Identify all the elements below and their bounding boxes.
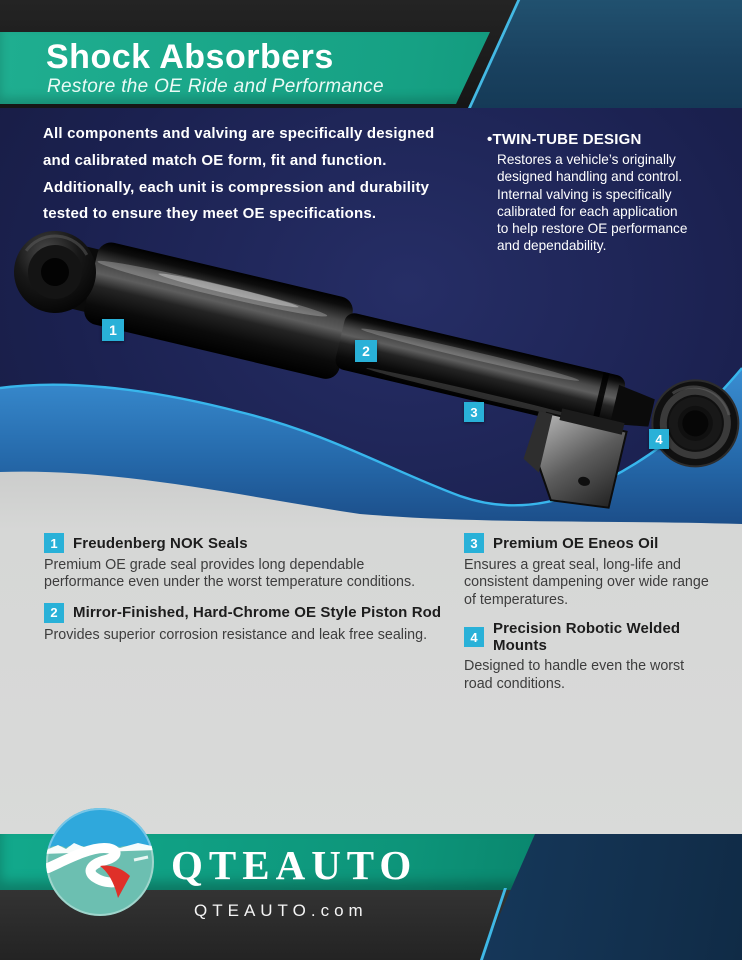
feature-badge-4: 4 xyxy=(464,627,484,647)
brand-logo xyxy=(44,806,156,918)
callout-badge-1: 1 xyxy=(102,319,124,341)
twin-tube-heading: •TWIN-TUBE DESIGN xyxy=(487,131,642,148)
feature-title: Mirror-Finished, Hard-Chrome OE Style Piston Rod xyxy=(73,604,442,622)
feature-description: Ensures a great seal, long-life and consistent dampening over wide range of temperatures. xyxy=(464,557,709,608)
feature-list-left xyxy=(44,533,444,655)
feature-badge-2: 2 xyxy=(44,603,64,623)
intro-line: Additionally, each unit is compression and durability xyxy=(43,178,430,196)
feature-badge-1: 1 xyxy=(44,533,64,553)
feature-description: Provides superior corrosion resistance and leak free sealing. xyxy=(44,626,428,643)
feature-title: Precision Robotic Welded Mounts xyxy=(493,620,681,655)
twin-tube-body: Restores a vehicle’s originally designed handling and control. Internal valving is specifically calibrated for each application to help restore OE performance and dependability. xyxy=(497,152,688,254)
page-title: Shock Absorbers xyxy=(46,38,334,76)
feature-description: Premium OE grade seal provides long dependable performance even under the worst temperature conditions. xyxy=(44,557,416,591)
intro-line: All components and valving are specifically designed xyxy=(43,125,435,142)
callout-badge-3: 3 xyxy=(464,402,484,422)
intro-line: and calibrated match OE form, fit and function. xyxy=(43,151,387,169)
feature-item xyxy=(464,620,732,693)
feature-list-right xyxy=(464,533,732,704)
feature-item xyxy=(44,603,444,644)
brand-name: QTEAUTO xyxy=(171,842,418,888)
page-subtitle: Restore the OE Ride and Performance xyxy=(47,76,384,97)
callout-badge-4: 4 xyxy=(649,429,669,449)
feature-title: Premium OE Eneos Oil xyxy=(493,534,659,552)
feature-title: Freudenberg NOK Seals xyxy=(73,534,248,552)
feature-item xyxy=(464,533,732,609)
feature-item xyxy=(44,533,444,592)
feature-badge-3: 3 xyxy=(464,533,484,553)
website-url: QTEAUTO.com xyxy=(194,901,368,920)
feature-description: Designed to handle even the worst road conditions. xyxy=(464,658,685,692)
intro-paragraph xyxy=(43,121,434,228)
intro-line: tested to ensure they meet OE specifications. xyxy=(43,205,377,223)
twin-tube-section xyxy=(487,131,737,255)
bullet-icon: • xyxy=(487,131,493,148)
callout-badge-2: 2 xyxy=(355,340,377,362)
